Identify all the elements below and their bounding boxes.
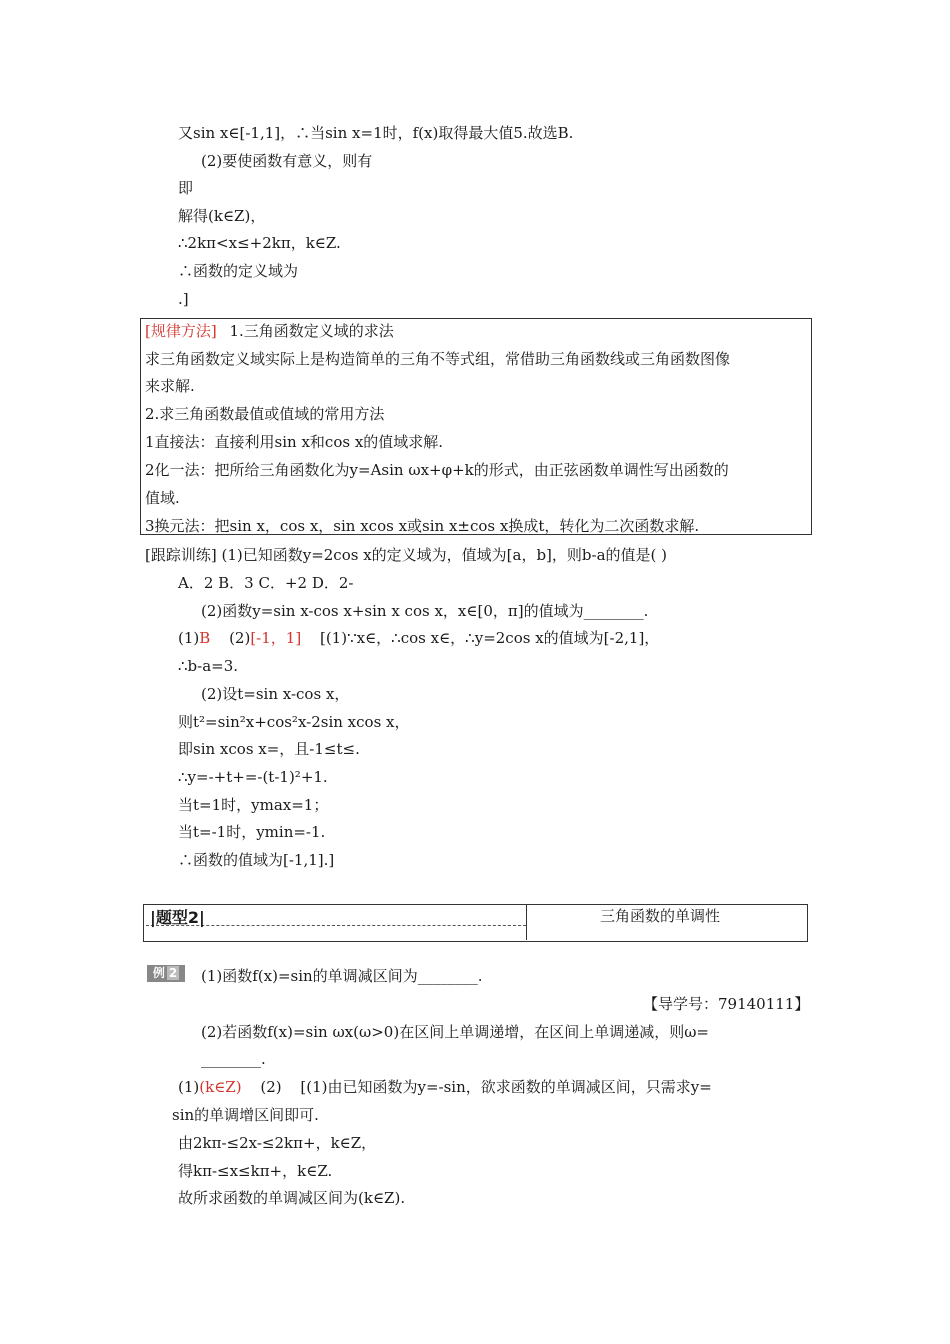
answer-label-1: (1)	[178, 1078, 200, 1096]
example-question-1: (1)函数f(x)=sin的单调减区间为________.	[201, 967, 483, 985]
text-line: ∴函数的定义域为	[178, 262, 299, 280]
solution-line: 则t²=sin²x+cos²x-2sin xcos x，	[178, 713, 410, 731]
solution-line: ∴函数的值域为[-1,1].]	[178, 851, 335, 869]
answer-label-2: (2)	[229, 629, 251, 647]
solution-text: [(1)∵x∈，∴cos x∈，∴y=2cos x的值域为[-2,1]，	[319, 629, 660, 647]
method-heading: 1.三角函数定义域的求法	[229, 322, 394, 340]
answer-1: (k∈Z)	[199, 1078, 242, 1096]
method-line-1	[145, 321, 394, 341]
solution-line: 得kπ-≤x≤kπ+，k∈Z.	[178, 1162, 333, 1180]
section-title: 三角函数的单调性	[600, 907, 721, 925]
training-question-2: (2)函数y=sin x-cos x+sin x cos x，x∈[0，π]的值域为________.	[201, 602, 649, 620]
example-question-2-blank: ________.	[201, 1050, 266, 1068]
example-tag: 例 2	[147, 965, 185, 982]
guide-number: 【导学号：79140111】	[643, 995, 810, 1013]
training-options: A．2 B．3 C．+2 D．2-	[178, 574, 354, 592]
example-question-2: (2)若函数f(x)=sin ωx(ω>0)在区间上单调递增，在区间上单调递减，则ω=	[201, 1023, 709, 1041]
answer-1: B	[199, 629, 211, 647]
solution-line: 即sin xcos x=，且-1≤t≤.	[178, 740, 360, 758]
solution-line: 当t=1时，ymax=1；	[178, 796, 329, 814]
example-number: 2	[168, 966, 178, 980]
answer-label-2: (2)	[260, 1078, 282, 1096]
text-line: 即	[178, 179, 194, 197]
method-line: 3换元法：把sin x，cos x，sin xcos x或sin x±cos x换成t，转化为二次函数求解.	[145, 517, 700, 535]
solution-line: ∴y=-+t+=-(t-1)²+1.	[178, 768, 328, 786]
text-line: ∴2kπ<x≤+2kπ，k∈Z.	[178, 234, 341, 252]
solution-line: ∴b-a=3.	[178, 657, 239, 675]
method-line: 2.求三角函数最值或值域的常用方法	[145, 405, 385, 423]
method-line: 2化一法：把所给三角函数化为y=Asin ωx+φ+k的形式，由正弦函数单调性写出函数的	[145, 461, 729, 479]
text-line: 又sin x∈[-1,1]，∴当sin x=1时，f(x)取得最大值5.故选B.	[178, 124, 574, 142]
method-line: 值域.	[145, 489, 180, 507]
method-line: 来求解.	[145, 377, 195, 395]
text-line: 解得(k∈Z)，	[178, 207, 266, 225]
solution-line: 由2kπ-≤2x-≤2kπ+，k∈Z，	[178, 1134, 377, 1152]
section-label: |题型2|	[150, 908, 205, 927]
training-answer-line	[178, 628, 659, 648]
text-line: (2)要使函数有意义，则有	[201, 152, 373, 170]
solution-line: sin的单调增区间即可.	[172, 1106, 319, 1124]
solution-line: 当t=-1时，ymin=-1.	[178, 823, 326, 841]
method-line: 1直接法：直接利用sin x和cos x的值域求解.	[145, 433, 444, 451]
answer-2: [-1，1]	[250, 629, 302, 647]
answer-label-1: (1)	[178, 629, 200, 647]
example-answer-line	[178, 1077, 712, 1097]
solution-line: (2)设t=sin x-cos x，	[201, 685, 350, 703]
method-tag: [规律方法]	[145, 322, 217, 340]
text-line: .]	[178, 290, 189, 308]
solution-text: [(1)由已知函数为y=-sin，欲求函数的单调减区间，只需求y=	[300, 1078, 712, 1096]
training-question-1: [跟踪训练] (1)已知函数y=2cos x的定义域为，值域为[a，b]，则b-a的值是( )	[145, 546, 667, 564]
section-title-cell	[526, 904, 527, 940]
method-line: 求三角函数定义域实际上是构造简单的三角不等式组，常借助三角函数线或三角函数图像	[145, 350, 731, 368]
solution-line: 故所求函数的单调减区间为(k∈Z).	[178, 1189, 406, 1207]
